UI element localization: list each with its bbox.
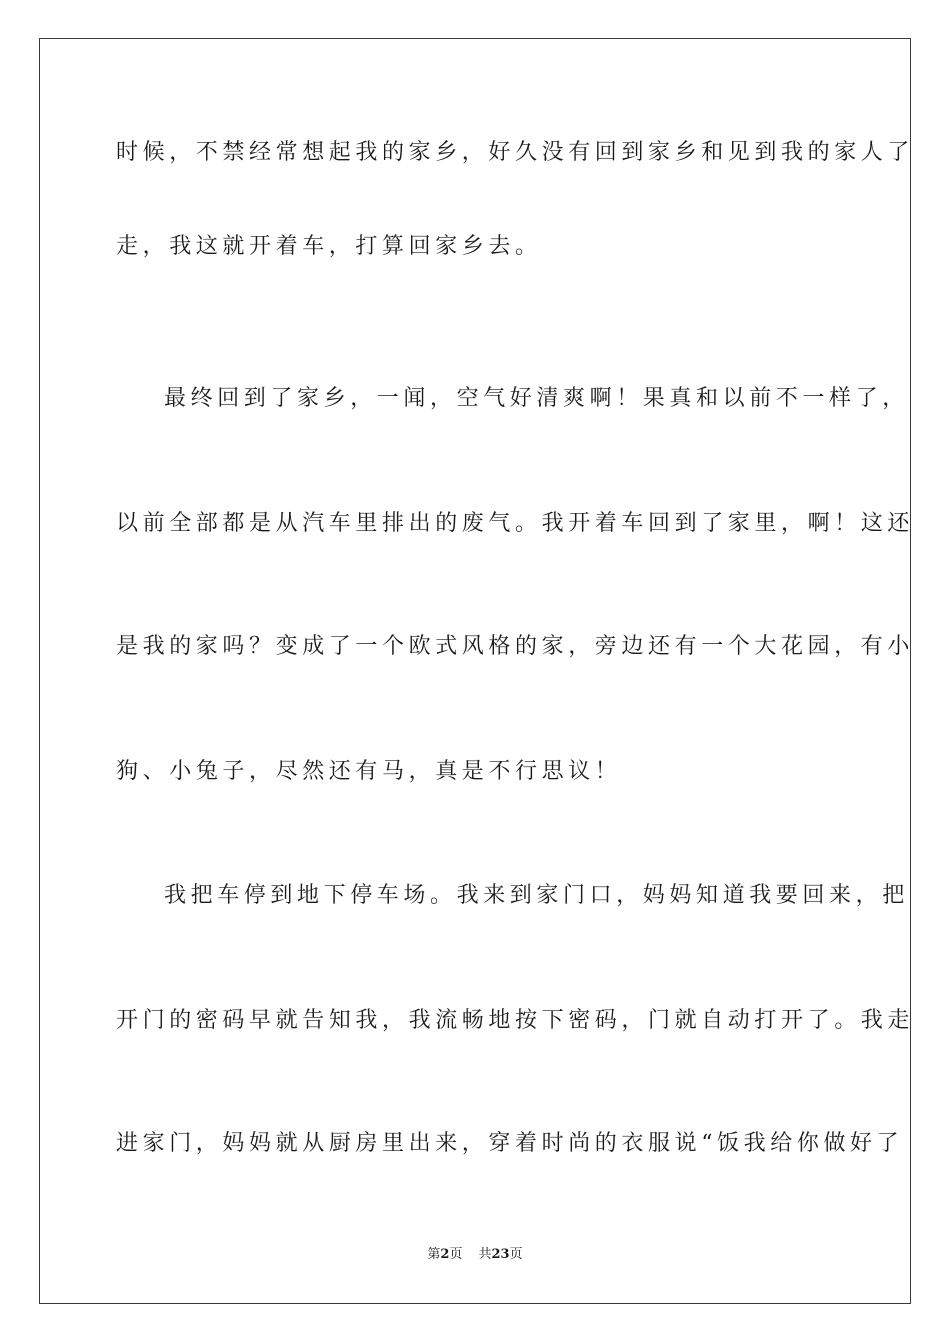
paragraph-line-6: 狗、小兔子，尽然还有马，真是不行思议！ [116,759,622,784]
total-pages: 23 [491,1247,510,1262]
paragraph-line-7: 我把车停到地下停车场。我来到家门口，妈妈知道我要回来，把 [164,883,909,908]
paragraph-line-1: 时候，不禁经常想起我的家乡，好久没有回到家乡和见到我的家人了 [116,140,915,165]
paragraph-line-2: 走，我这就开着车，打算回家乡去。 [116,234,542,259]
paragraph-line-9: 进家门，妈妈就从厨房里出来，穿着时尚的衣服说“饭我给你做好了 [116,1131,904,1156]
total-prefix: 共 [478,1247,492,1262]
page-number: 2 [440,1247,450,1262]
page-border [39,38,915,1304]
page-prefix: 第 [427,1247,441,1262]
paragraph-line-4: 以前全部都是从汽车里排出的废气。我开着车回到了家里，啊！这还 [116,511,915,536]
paragraph-line-8: 开门的密码早就告知我，我流畅地按下密码，门就自动打开了。我走 [116,1008,915,1033]
paragraph-line-3: 最终回到了家乡，一闻，空气好清爽啊！果真和以前不一样了， [164,386,909,411]
page-footer [0,1246,950,1264]
total-suffix: 页 [509,1247,523,1262]
paragraph-line-5: 是我的家吗？变成了一个欧式风格的家，旁边还有一个大花园，有小 [116,634,915,659]
page-suffix: 页 [449,1247,463,1262]
